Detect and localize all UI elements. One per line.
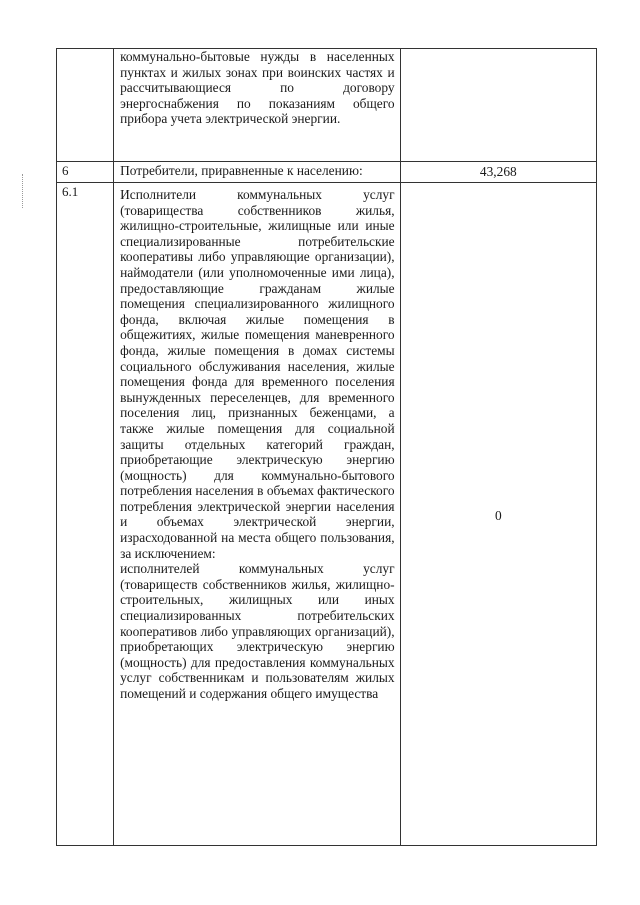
margin-mark — [22, 174, 25, 208]
row-number: 6.1 — [57, 183, 114, 846]
row-value: 43,268 — [400, 162, 596, 183]
tariff-table — [56, 48, 597, 846]
table-row-continuation — [57, 49, 597, 162]
row-description: Исполнители коммунальных услуг (товарищества собственников жилья, жилищно-строительные, жилищные или иные специализированные потребительские кооперативы либо управляющие организации), наймодатели (или уполномоченные ими лица), предоставляющие гражданам жилые помещения специализированного жилищного фонда, включая жилые помещения в общежитиях, жилые помещения маневренного фонда, жилые помещения в домах системы социального обслуживания населения, жилые помещения фонда для временного поселения вынужденных переселенцев, для временного поселения лиц, признанных беженцами, а также жилые помещения для социальной защиты отдельных категорий граждан, приобретающие электрическую энергию (мощность) для коммунально-бытового потребления населения в объемах фактического потребления электрической энергии населения и объемах электрической энергии, израсходованной на места общего пользования, за исключением: исполнителей коммунальных услуг (товариществ собственников жилья, жилищно-строительных, жилищных или иных специализированных потребительских кооперативов либо управляющих организаций), приобретающих электрическую энергию (мощность) для предоставления коммунальных услуг собственникам и пользователям жилых помещений и содержания общего имущества — [114, 183, 401, 846]
row-value — [400, 49, 596, 162]
row-number: 6 — [57, 162, 114, 183]
row-value: 0 — [400, 183, 596, 846]
table-row-6 — [57, 162, 597, 183]
row-number — [57, 49, 114, 162]
row-description: Потребители, приравненные к населению: — [114, 162, 401, 183]
row-description: коммунально-бытовые нужды в населенных пунктах и жилых зонах при воинских частях и рассчитывающиеся по договору энергоснабжения по показаниям общего прибора учета электрической энергии. — [114, 49, 401, 162]
table-row-6-1 — [57, 183, 597, 846]
